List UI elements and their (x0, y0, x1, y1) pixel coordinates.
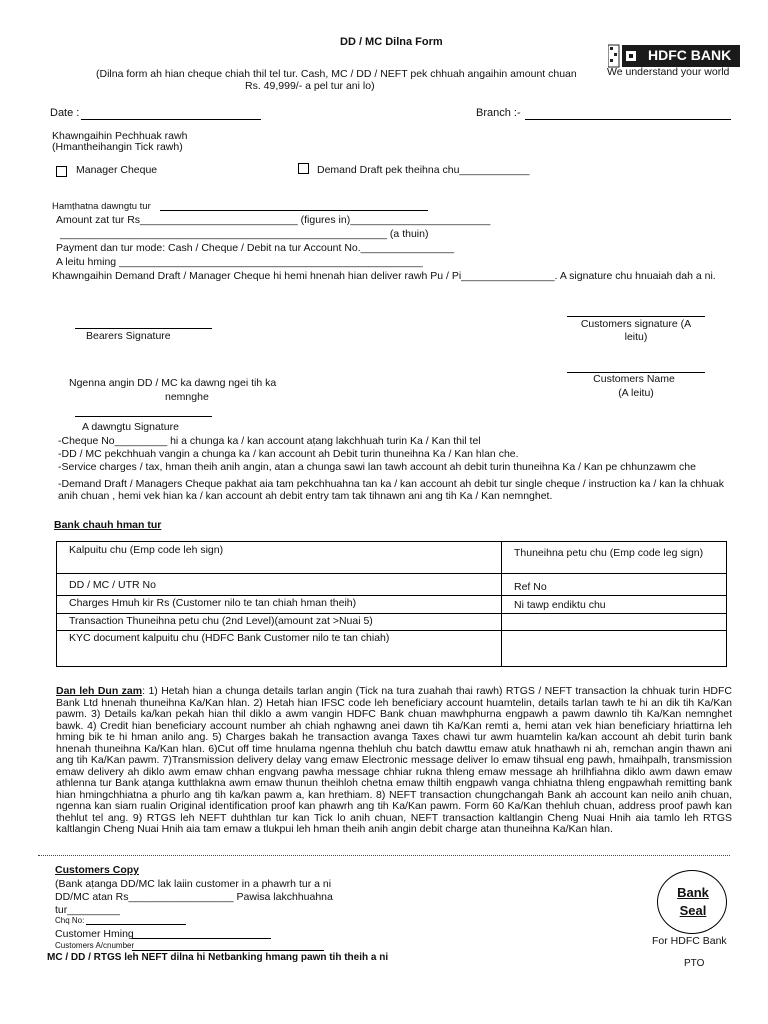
customers-copy-line1: (Bank aṭanga DD/MC lak laiin customer in a phawrh tur a ni (55, 878, 332, 890)
branch-label: Branch :- (476, 107, 521, 119)
bank-seal-line2: Seal (679, 903, 707, 918)
terms-heading: Dan leh Dun zam (56, 685, 143, 697)
authorisation-line2: nemnghe (165, 391, 209, 403)
terms-paragraph (56, 686, 732, 836)
note-cheque: -Cheque No_________ hi a chunga ka / kan account aṭang lakchhuah turin Ka / Kan thil tel (58, 435, 481, 447)
customers-copy-heading: Customers Copy (55, 864, 140, 876)
authoriser-cell[interactable]: Thuneihna petu chu (Emp code leg sign) (502, 542, 727, 574)
ref-no-cell[interactable]: Ref No (502, 574, 727, 596)
customers-signature-label-2: leitu) (624, 331, 648, 343)
customer-name-field[interactable] (132, 938, 271, 939)
customers-signature-field[interactable] (567, 316, 705, 317)
demand-draft-checkbox[interactable] (298, 163, 309, 174)
tear-off-divider (38, 855, 730, 856)
amount-line[interactable]: Amount zat tur Rs___________________________ (figures in)________________________ (56, 214, 491, 226)
account-number-label: Customers A/cnumber (55, 941, 135, 950)
applicant-name-line[interactable]: A leitu hming ____________________________________________________ (56, 256, 423, 268)
for-hdfc-bank-label: For HDFC Bank (652, 935, 727, 947)
bank-use-table (56, 541, 727, 667)
bank-seal (657, 870, 727, 934)
date-label: Date : (50, 107, 80, 119)
kyc-cell[interactable]: KYC document kalpuitu chu (HDFC Bank Customer nilo te tan chiah) (57, 631, 502, 667)
account-number-field[interactable] (132, 950, 324, 951)
request-heading-line2: (Hmantheihangin Tick rawh) (52, 141, 183, 153)
bank-use-heading: Bank chauh hman tur (54, 519, 162, 531)
demand-draft-label: Demand Draft pek theihna chu____________ (317, 164, 530, 176)
authorisation-line1: Ngenna angin DD / MC ka dawng ngei tih ka (69, 377, 277, 389)
terms-body: : 1) Hetah hian a chunga details tarlan angin (Tick na tura zuahah thai rawh) RTGS / NEFT transaction la chhuak turin HDFC Bank Ltd hnenah thuneihna Ka/Kan hlan. 2) Hetah hian IFSC code leh beneficiary account huamtelin, details tarlan tawh te hi an dik tih Ka/Kan pawm. 3) Details ka/kan pekah hian thil diklo a awm vangin HDFC Bank chuan mawhphurna engpawh a pawm dawnlo tih Ka/Kan nemnghet bawk. 4) Credit hian beneficiary account number ah chiah nghawng anei dawn tih Ka/Kan remti a, hemi atan vek hian beneficiary hriattirna leh hming bik te hi hman anilo ang. 5) Charges bakah he transaction avanga Taxes chawi tur awm huamtelin ka/kan account ah debit turin bank hnenah thuneihna Ka/Kan hlan. 6)Cut off time hnulama ngenna thehluh chu batch dawttu emaw atuk hnathawh ni ah, remchan angin thawn ani ang tih Ka/Kan pawm. 7)Transmission delivery delay vang emaw Electronic message deliver lo emaw tihsual eng pawh, hmaihpalh, transmission emaw delivery ah diklo awm emaw chhan engvang pawha message chhiar rukna thleng emaw message ah hrilhfiahna diklo awm dawn emaw athlenna tur Bank aṭanga kutthlakna awm emaw thunun theihloh chetna emaw thiltih engpawh vanga chhiatna thleng engpawhah remitting bank hian hmingchhiatna a phurlo ang tih ka/kan pawm a, kan hrethiam. 8) NEFT transaction chungchangah Bank ah account kan neilo anih chuan, ngenna kan siam rualin Original identification proof kan phawrh ang tih Ka/Kan pawm. Form 60 Ka/Kan thehluh chuan, address proof pawh kan thehlut tel ang. 9) RTGS leh NEFT duhthlan tur kan Tick lo anih chuan, NEFT transaction kaltlangin Cheng Nuai Hnih aia tamlo leh RTGS kaltlangin Cheng Nuai Hnih aia tam emaw a tlukpui leh hman theih anih angin debit charge atan thuneihna Ka/Kan hlan. (56, 685, 732, 835)
customer-name-label: Customer Hming (55, 928, 134, 940)
table-row (57, 542, 727, 574)
chq-no-label: Chq No: (55, 916, 85, 925)
branch-field[interactable] (525, 119, 731, 120)
note-charges: -Service charges / tax, hman theih anih angin, atan a chunga sawi lan tawh account ah debit turin thuneihna Ka / Kan pe chhunzawm che (58, 461, 696, 473)
customers-copy-line3[interactable]: tur_________ (55, 904, 120, 916)
checker-cell[interactable]: Ni tawp endiktu chu (502, 596, 727, 614)
date-field[interactable] (81, 119, 261, 120)
customers-name-label-1: Customers Name (593, 373, 675, 385)
chq-no-field[interactable] (86, 924, 186, 925)
payment-mode-line[interactable]: Payment dan tur mode: Cash / Cheque / Debit na tur Account No.________________ (56, 242, 455, 254)
note-debit: -DD / MC pekchhuah vangin a chunga ka / kan account ah Debit turin thuneihna Ka / Kan hlan che. (58, 448, 519, 460)
note-multiple-dd-line1: -Demand Draft / Managers Cheque pakhat aia tam pekchhuahna tan ka / kan account ah debit tur single cheque / instruction ka / kan la chhuak (58, 478, 724, 490)
kyc-value-cell[interactable] (502, 631, 727, 667)
manager-cheque-checkbox[interactable] (56, 166, 67, 177)
table-row (57, 596, 727, 614)
table-row (57, 631, 727, 667)
receiver-signature-label: A dawngtu Signature (82, 421, 179, 433)
pto-label: PTO (684, 958, 705, 969)
receiver-signature-field[interactable] (75, 416, 212, 417)
delivery-instruction-line[interactable]: Khawngaihin Demand Draft / Manager Cheque hi hemi hnenah hian deliver rawh Pu / Pi________________. A signature chu hnuaiah dah a ni. (52, 270, 716, 282)
form-subtitle-line1: (Dilna form ah hian cheque chiah thil tel tur. Cash, MC / DD / NEFT pek chhuah angaihin amount chuan (96, 68, 577, 80)
staff-code-cell[interactable]: Kalpuitu chu (Emp code leh sign) (57, 542, 502, 574)
amount-words-line[interactable]: ________________________________________________________ (a thuin) (60, 228, 429, 240)
charges-cell[interactable]: Charges Hmuh kir Rs (Customer nilo te tan chiah hman theih) (57, 596, 502, 614)
bank-tagline: We understand your world (607, 66, 730, 78)
payee-label: Hamṭhatna dawngtu tur (52, 201, 151, 212)
customers-signature-label-1: Customers signature (A (580, 318, 692, 330)
bank-name: HDFC BANK (648, 47, 732, 63)
bank-seal-line1: Bank (677, 885, 709, 900)
manager-cheque-label: Manager Cheque (76, 164, 158, 176)
payee-field[interactable] (160, 210, 428, 211)
form-title: DD / MC Dilna Form (340, 36, 443, 48)
second-level-value-cell[interactable] (502, 614, 727, 631)
customers-name-label-2: (A leitu) (618, 387, 654, 399)
table-row (57, 614, 727, 631)
bearers-signature-field[interactable] (75, 328, 212, 329)
form-subtitle-line2: Rs. 49,999/- a pel tur ani lo) (245, 80, 375, 92)
bearers-signature-label: Bearers Signature (86, 330, 171, 342)
table-row (57, 574, 727, 596)
dd-mc-utr-cell[interactable]: DD / MC / UTR No (57, 574, 502, 596)
second-level-cell[interactable]: Transaction Thuneihna petu chu (2nd Level)(amount zat >Nuai 5) (57, 614, 502, 631)
note-multiple-dd-line2: anih chuan , hemi vek hian ka / kan account ah debit entry tam tak tihnawn ani ang tih Ka / Kan nemnghet. (58, 490, 553, 502)
customers-copy-line2[interactable]: DD/MC atan Rs__________________ Pawisa lakchhuahna (55, 891, 333, 903)
netbanking-footer-note: MC / DD / RTGS leh NEFT dilna hi Netbanking hmang pawn tih theih a ni (47, 952, 389, 963)
request-heading-line1: Khawngaihin Pechhuak rawh (52, 130, 188, 142)
